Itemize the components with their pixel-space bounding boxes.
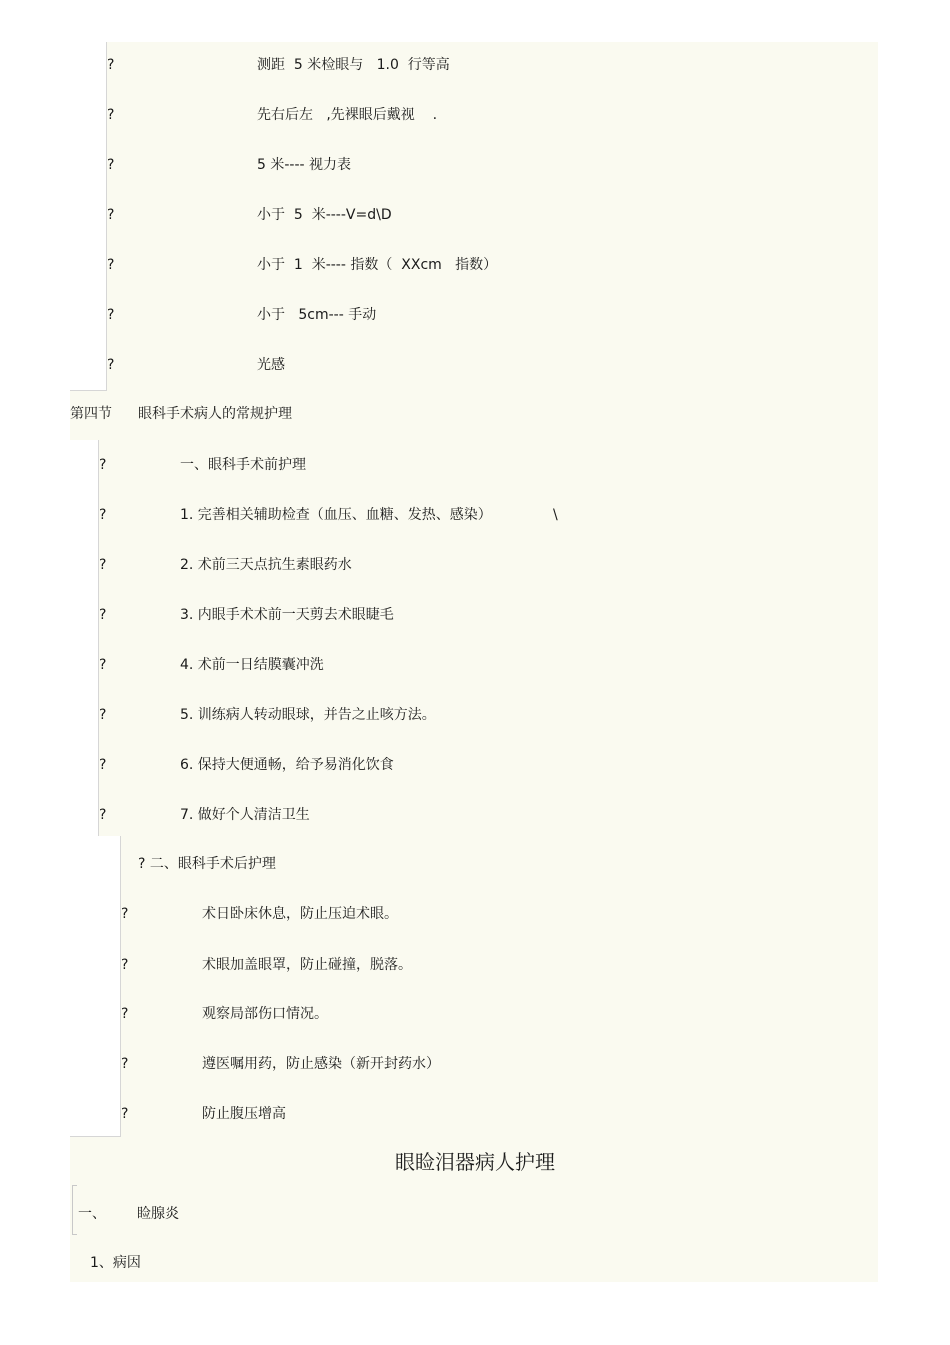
list-item: 防止腹压增高 [202,1106,286,1122]
chapter-title: 眼睑泪器病人护理 [395,1150,555,1174]
section-number: 第四节 [70,406,112,422]
list-item: 2. 术前三天点抗生素眼药水 [180,557,352,573]
list-bracket-3 [70,836,121,1137]
bullet-mark: ? [99,707,107,723]
subsection-number: 一、 [78,1206,106,1222]
list-bracket-2 [70,440,99,837]
list-item: 小于 5cm--- 手动 [257,307,377,323]
bullet-mark: ? [121,1056,129,1072]
list-item: 先右后左 ,先裸眼后戴视 . [257,107,438,123]
list-item: 5 米---- 视力表 [257,157,352,173]
bullet-mark: ? [99,657,107,673]
bullet-mark: ? [121,957,129,973]
list-item: 1. 完善相关辅助检查（血压、血糖、发热、感染） [180,507,492,523]
bullet-mark: ? [107,307,115,323]
list-item: 3. 内眼手术术前一天剪去术眼睫毛 [180,607,394,623]
bullet-mark: ? [121,1106,129,1122]
trailing-mark: \ [553,507,558,523]
bullet-mark: ? [99,507,107,523]
list-item: 6. 保持大便通畅，给予易消化饮食 [180,757,394,773]
subsection-heading: 睑腺炎 [137,1206,179,1222]
list-bracket-1 [70,42,107,391]
bullet-mark: ? [107,257,115,273]
list-item: 5. 训练病人转动眼球，并告之止咳方法。 [180,707,436,723]
section-heading: 眼科手术病人的常规护理 [138,406,292,422]
list-item: 术眼加盖眼罩，防止碰撞，脱落。 [202,957,412,973]
postop-heading: ? 二、眼科手术后护理 [138,856,276,872]
list-item: 小于 1 米---- 指数（ XXcm 指数） [257,257,498,273]
bullet-mark: ? [121,906,129,922]
bullet-mark: ? [121,1006,129,1022]
bullet-mark: ? [107,107,115,123]
list-item: 7. 做好个人清洁卫生 [180,807,310,823]
bullet-mark: ? [107,357,115,373]
list-item: 小于 5 米----V=d\D [257,207,392,223]
list-item: 一、眼科手术前护理 [180,457,306,473]
cause-heading: 1、病因 [90,1255,141,1271]
bullet-mark: ? [99,607,107,623]
bullet-mark: ? [107,57,115,73]
bullet-mark: ? [99,757,107,773]
bullet-mark: ? [107,157,115,173]
bullet-mark: ? [99,557,107,573]
list-item: 术日卧床休息，防止压迫术眼。 [202,906,398,922]
list-item: 光感 [257,357,285,373]
subsection-bracket [72,1185,77,1235]
list-item: 测距 5 米检眼与 1.0 行等高 [257,57,450,73]
list-item: 遵医嘱用药，防止感染（新开封药水） [202,1056,440,1072]
list-item: 观察局部伤口情况。 [202,1006,328,1022]
bullet-mark: ? [107,207,115,223]
bullet-mark: ? [99,807,107,823]
list-item: 4. 术前一日结膜囊冲洗 [180,657,324,673]
bullet-mark: ? [99,457,107,473]
